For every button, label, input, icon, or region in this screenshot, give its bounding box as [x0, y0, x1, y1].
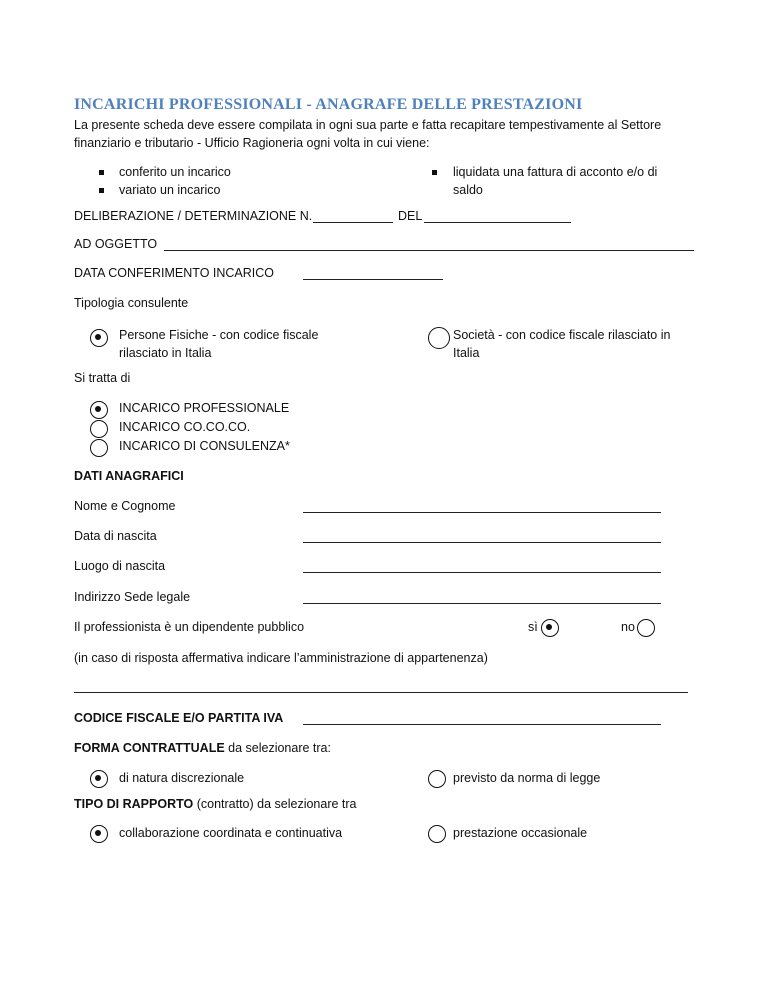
deliberazione-date-field[interactable]	[424, 222, 571, 223]
radio-incarico-cococo[interactable]	[90, 420, 108, 438]
radio-no[interactable]	[637, 619, 655, 637]
nome-cognome-field[interactable]	[303, 512, 661, 513]
radio-si[interactable]	[541, 619, 559, 637]
dipendente-question: Il professionista è un dipendente pubblico	[74, 620, 305, 634]
dipendente-note: (in caso di risposta affermativa indicare l’amministrazione di appartenenza)	[74, 651, 488, 665]
data-conferimento-label: DATA CONFERIMENTO INCARICO	[74, 266, 275, 280]
bullet-conferito: conferito un incarico	[119, 165, 231, 179]
oggetto-label: AD OGGETTO	[74, 237, 158, 251]
nome-cognome-label: Nome e Cognome	[74, 499, 176, 513]
si-tratta-label: Si tratta di	[74, 371, 131, 385]
persone-fisiche-label-line1: Persone Fisiche - con codice fiscale	[119, 328, 319, 342]
bullet-icon	[99, 170, 104, 175]
codice-fiscale-field[interactable]	[303, 724, 661, 725]
norma-legge-label: previsto da norma di legge	[453, 771, 601, 785]
indirizzo-label: Indirizzo Sede legale	[74, 590, 191, 604]
bullet-variato: variato un incarico	[119, 183, 221, 197]
tipologia-label: Tipologia consulente	[74, 296, 189, 310]
incarico-consulenza-label: INCARICO DI CONSULENZA*	[119, 439, 290, 453]
radio-persone-fisiche[interactable]	[90, 329, 108, 347]
forma-contrattuale-label	[74, 741, 331, 755]
tipo-rapporto-label	[74, 797, 357, 811]
incarico-cococo-label: INCARICO CO.CO.CO.	[119, 420, 251, 434]
occasionale-label: prestazione occasionale	[453, 826, 588, 840]
radio-discrezionale[interactable]	[90, 770, 108, 788]
no-label: no	[621, 620, 635, 634]
radio-societa[interactable]	[428, 327, 450, 349]
persone-fisiche-label-line2: rilasciato in Italia	[119, 346, 212, 360]
bullet-liquidata-line2: saldo	[453, 183, 483, 197]
deliberazione-number-field[interactable]	[313, 222, 393, 223]
luogo-nascita-label: Luogo di nascita	[74, 559, 166, 573]
societa-label-line1: Società - con codice fiscale rilasciato in	[453, 328, 671, 342]
tipo-rapporto-rest: (contratto) da selezionare tra	[193, 797, 357, 811]
radio-norma-legge[interactable]	[428, 770, 446, 788]
indirizzo-field[interactable]	[303, 603, 661, 604]
deliberazione-label: DELIBERAZIONE / DETERMINAZIONE N.	[74, 209, 313, 223]
bullet-icon	[432, 170, 437, 175]
forma-contrattuale-rest: da selezionare tra:	[224, 741, 331, 755]
forma-contrattuale-bold: FORMA CONTRATTUALE	[74, 741, 225, 755]
data-nascita-field[interactable]	[303, 542, 661, 543]
radio-occasionale[interactable]	[428, 825, 446, 843]
del-label: DEL	[398, 209, 423, 223]
tipo-rapporto-bold: TIPO DI RAPPORTO	[74, 797, 194, 811]
intro-text-line2: finanziario e tributario - Ufficio Ragioneria ogni volta in cui viene:	[74, 136, 430, 150]
codice-fiscale-label: CODICE FISCALE E/O PARTITA IVA	[74, 711, 284, 725]
intro-text-line1: La presente scheda deve essere compilata in ogni sua parte e fatta recapitare tempestivamente al Settore	[74, 118, 662, 132]
societa-label-line2: Italia	[453, 346, 480, 360]
collaborazione-label: collaborazione coordinata e continuativa	[119, 826, 343, 840]
amministrazione-field[interactable]	[74, 692, 688, 693]
oggetto-field[interactable]	[164, 250, 694, 251]
discrezionale-label: di natura discrezionale	[119, 771, 245, 785]
luogo-nascita-field[interactable]	[303, 572, 661, 573]
page-title: INCARICHI PROFESSIONALI - ANAGRAFE DELLE PRESTAZIONI	[74, 96, 583, 113]
bullet-icon	[99, 188, 104, 193]
si-label: sì	[528, 620, 538, 634]
radio-incarico-consulenza[interactable]	[90, 439, 108, 457]
incarico-professionale-label: INCARICO PROFESSIONALE	[119, 401, 290, 415]
radio-incarico-professionale[interactable]	[90, 401, 108, 419]
bullet-liquidata-line1: liquidata una fattura di acconto e/o di	[453, 165, 658, 179]
radio-collaborazione[interactable]	[90, 825, 108, 843]
data-conferimento-field[interactable]	[303, 279, 443, 280]
data-nascita-label: Data di nascita	[74, 529, 157, 543]
dati-anagrafici-heading: DATI ANAGRAFICI	[74, 469, 184, 483]
